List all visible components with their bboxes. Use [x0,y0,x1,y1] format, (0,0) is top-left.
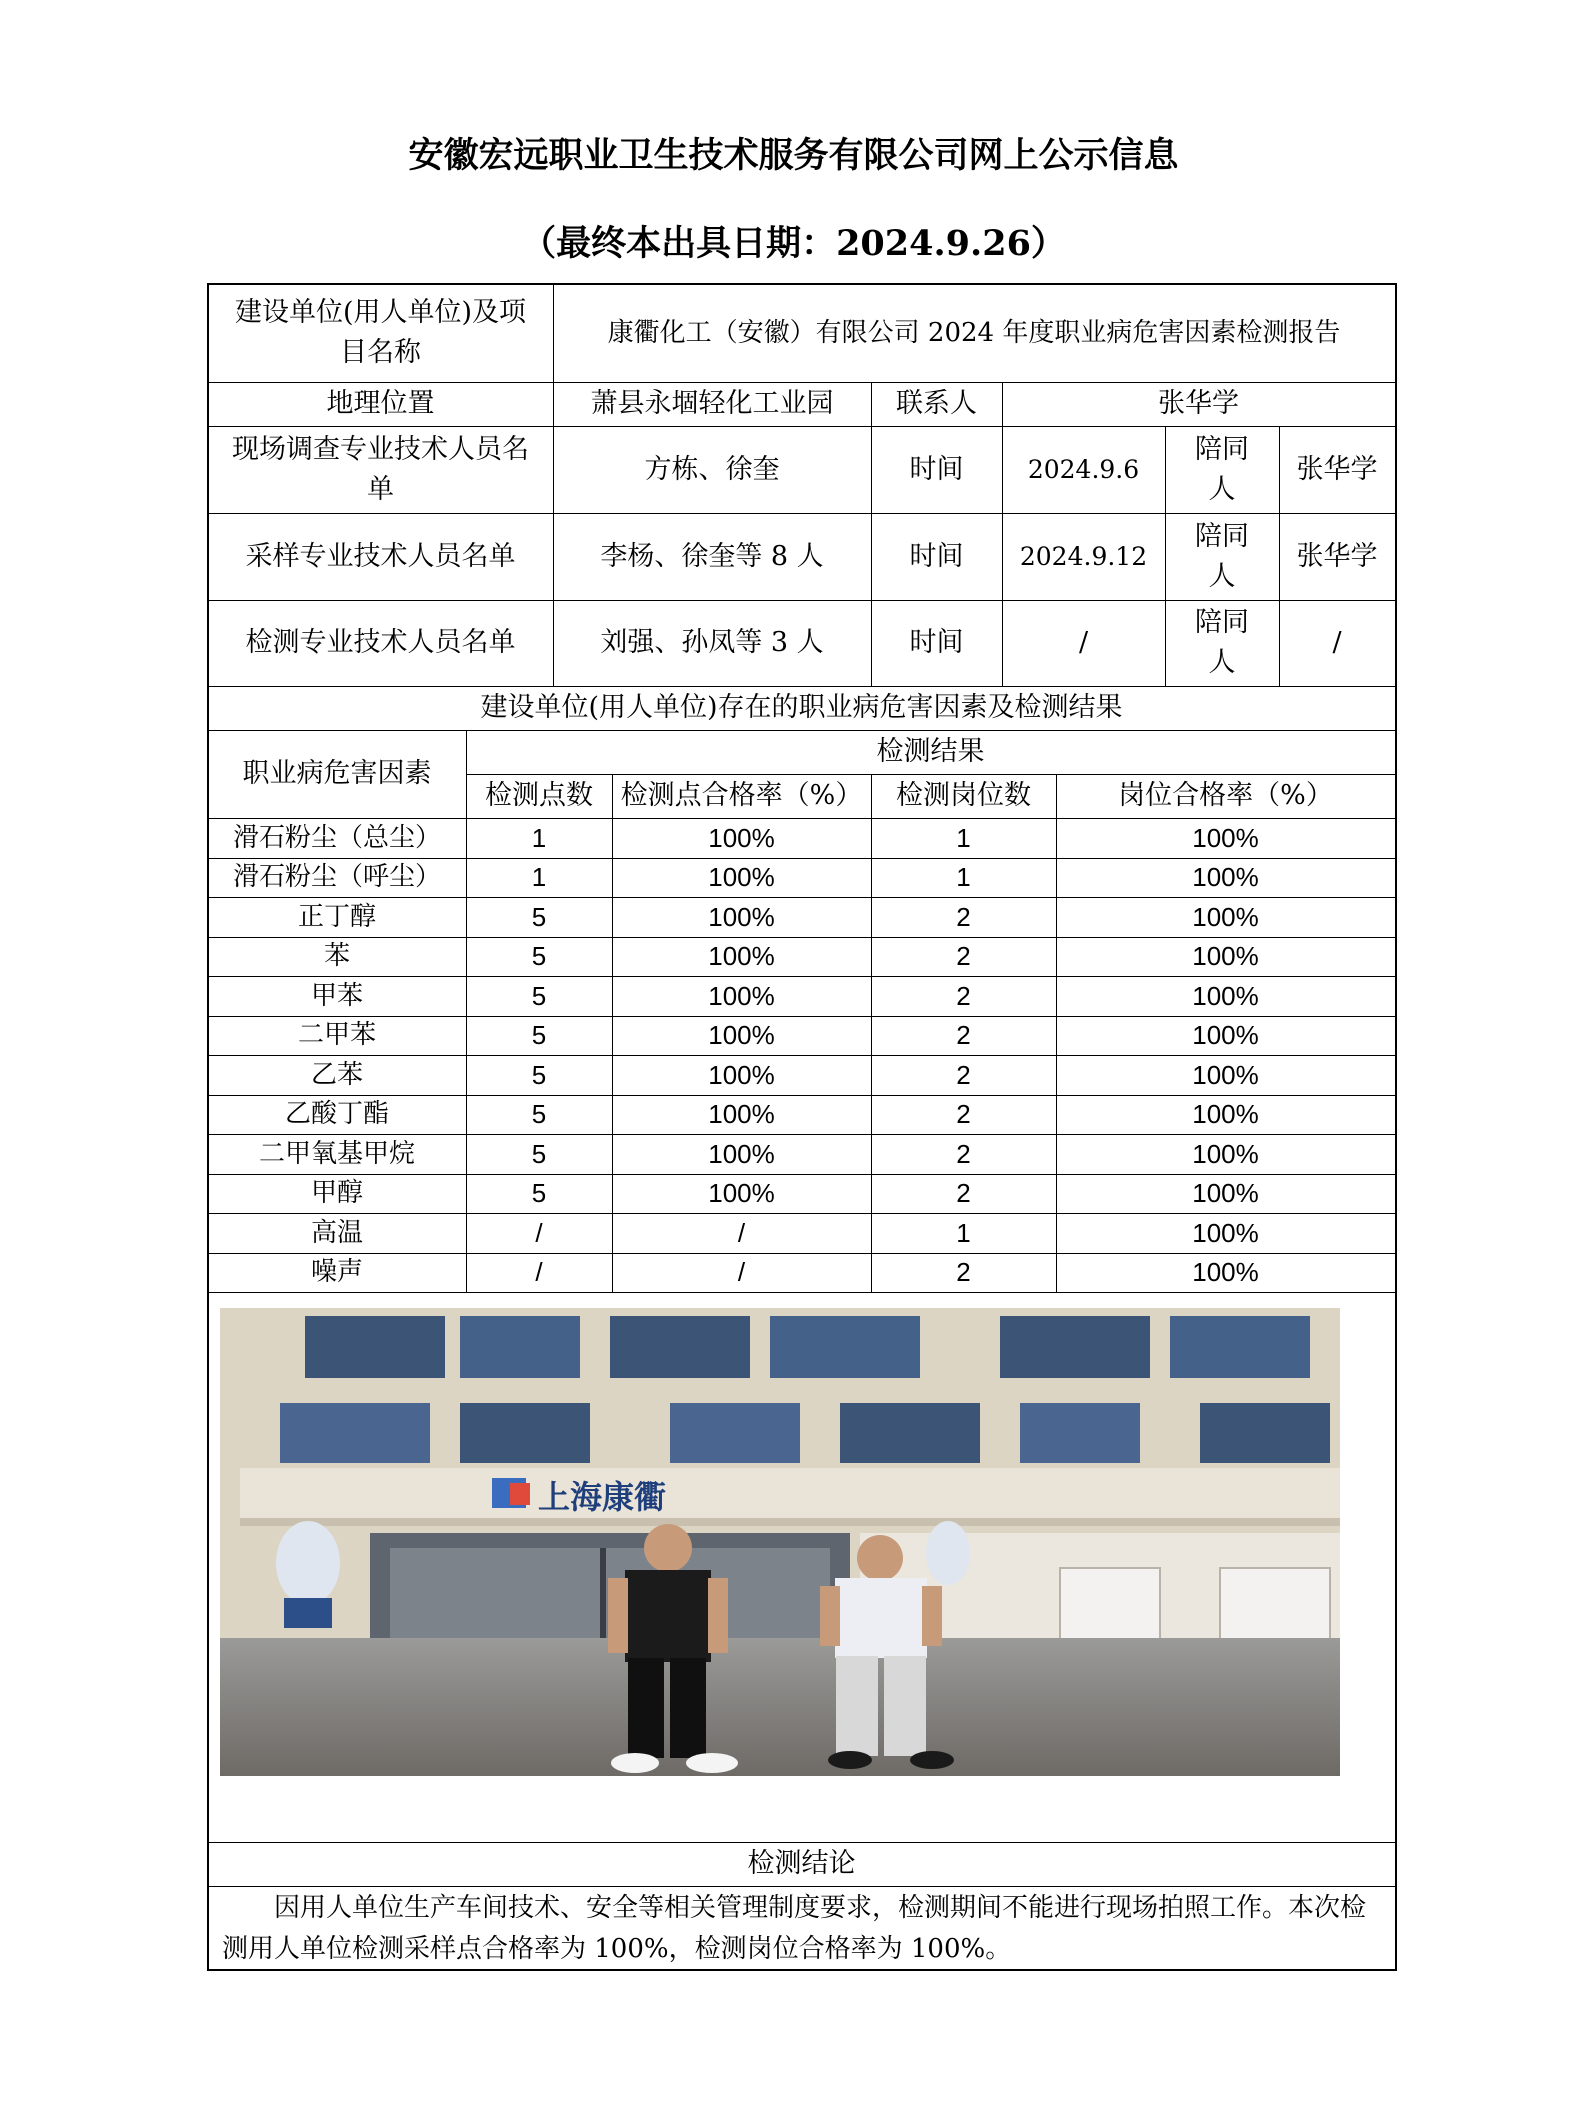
sampling-value: 李杨、徐奎等 8 人 [600,540,824,572]
factor-name: 甲醇 [310,1178,363,1209]
factor-name: 正丁醇 [297,901,376,932]
site-photo [220,1308,1340,1776]
table-border-bottom [207,1969,1397,1971]
post-pass-rate: 100% [1192,1257,1259,1288]
post-pass-rate: 100% [1192,1059,1259,1090]
survey-time-label: 时间 [909,453,964,485]
posts-count: 2 [956,1178,971,1209]
factor-name: 乙酸丁酯 [284,1099,389,1130]
results-section-title: 建设单位(用人单位)存在的职业病危害因素及检测结果 [480,692,1123,723]
point-pass-rate: / [737,1257,746,1288]
point-pass-rate: 100% [708,1138,775,1169]
col-header-post-rate: 岗位合格率（%） [1118,780,1333,811]
factor-name: 滑石粉尘（总尘） [232,822,441,853]
point-pass-rate: 100% [708,1020,775,1051]
col-header-posts: 检测岗位数 [896,780,1031,811]
posts-count: 2 [956,901,971,932]
posts-count: 2 [956,980,971,1011]
post-pass-rate: 100% [1192,1020,1259,1051]
row-divider [208,600,1395,601]
point-pass-rate: 100% [708,980,775,1011]
points-count: 1 [531,822,547,853]
col-divider [1002,382,1003,686]
col-divider [1056,774,1057,1292]
row-divider [208,686,1395,687]
col-divider [466,730,467,1292]
post-pass-rate: 100% [1192,1217,1259,1248]
posts-count: 2 [956,1020,971,1051]
points-count: 5 [531,941,547,972]
point-pass-rate: 100% [708,941,775,972]
post-pass-rate: 100% [1192,1178,1259,1209]
factor-name: 乙苯 [310,1059,363,1090]
table-border-right [1395,283,1397,1971]
page-title: 安徽宏远职业卫生技术服务有限公司网上公示信息 [408,135,1179,176]
factor-name: 二甲氧基甲烷 [258,1138,415,1169]
table-border-top [207,283,1397,285]
post-pass-rate: 100% [1192,941,1259,972]
contact-value: 张华学 [1158,388,1239,419]
point-pass-rate: 100% [708,822,775,853]
row-divider [208,426,1395,427]
post-pass-rate: 100% [1192,822,1259,853]
testing-escort-label: 陪同人 [1195,607,1249,678]
col-divider [871,774,872,1292]
row-divider [466,774,1395,775]
project-value: 康衢化工（安徽）有限公司 2024 年度职业病危害因素检测报告 [607,318,1341,348]
testing-value: 刘强、孙凤等 3 人 [600,627,824,658]
posts-count: 2 [956,941,971,972]
sampling-time: 2024.9.12 [1019,541,1148,571]
row-divider [208,1095,1395,1096]
sampling-escort-label: 陪同人 [1195,520,1249,592]
row-divider [208,1842,1395,1843]
row-divider [208,1055,1395,1056]
table-border-left [207,283,209,1971]
points-count: 5 [531,1178,547,1209]
point-pass-rate: / [737,1217,746,1248]
survey-time: 2024.9.6 [1027,454,1140,484]
factor-name: 噪声 [310,1257,363,1288]
factor-name: 苯 [323,941,350,972]
post-pass-rate: 100% [1192,901,1259,932]
contact-label: 联系人 [896,388,977,419]
row-divider [208,1016,1395,1017]
row-divider [208,818,1395,819]
point-pass-rate: 100% [708,901,775,932]
factor-header: 职业病危害因素 [242,758,432,789]
col-header-points: 检测点数 [485,780,593,811]
point-pass-rate: 100% [708,1178,775,1209]
row-divider [208,1253,1395,1254]
col-divider [612,774,613,1292]
col-divider [871,382,872,686]
row-divider [208,1886,1395,1887]
row-divider [208,513,1395,514]
posts-count: 2 [956,1138,971,1169]
sampling-escort: 张华学 [1296,540,1378,572]
points-count: 5 [531,1059,547,1090]
factor-name: 二甲苯 [297,1020,376,1051]
conclusion-text: 因用人单位生产车间技术、安全等相关管理制度要求，检测期间不能进行现场拍照工作。本次检测用人单位检测采样点合格率为 100%，检测岗位合格率为 100%。 [222,1893,1367,1964]
points-count: 5 [531,1099,547,1130]
row-divider [208,1213,1395,1214]
posts-count: 1 [956,862,971,893]
points-count: 5 [531,1138,547,1169]
testing-escort: / [1332,627,1342,658]
sampling-time-label: 时间 [909,540,964,572]
col-divider [1165,426,1166,686]
points-count: 5 [531,980,547,1011]
col-header-point-rate: 检测点合格率（%） [620,780,863,811]
results-group-header: 检测结果 [876,736,985,767]
points-count: 5 [531,1020,547,1051]
points-count: 1 [531,862,547,893]
posts-count: 2 [956,1099,971,1130]
survey-label: 现场调查专业技术人员名单 [232,433,529,505]
row-divider [208,730,1395,731]
factor-name: 高温 [310,1217,363,1248]
col-divider [1279,426,1280,686]
post-pass-rate: 100% [1192,1099,1259,1130]
row-divider [208,858,1395,859]
col-divider [553,284,554,686]
location-label: 地理位置 [326,388,435,419]
row-divider [208,897,1395,898]
building-sign: 上海康衢 [538,1478,667,1516]
row-divider [208,976,1395,977]
posts-count: 2 [956,1059,971,1090]
location-value: 萧县永堌轻化工业园 [590,388,834,419]
points-count: / [535,1257,543,1288]
testing-time-label: 时间 [909,627,964,658]
points-count: 5 [531,901,547,932]
row-divider [208,382,1395,383]
survey-value: 方栋、徐奎 [644,453,780,485]
row-divider [208,1174,1395,1175]
posts-count: 2 [956,1257,971,1288]
factor-name: 甲苯 [310,980,363,1011]
row-divider [208,1292,1395,1293]
project-label: 建设单位(用人单位)及项目名称 [234,297,527,368]
point-pass-rate: 100% [708,1099,775,1130]
sampling-label: 采样专业技术人员名单 [245,540,516,572]
post-pass-rate: 100% [1192,1138,1259,1169]
factor-name: 滑石粉尘（呼尘） [232,862,441,893]
posts-count: 1 [956,1217,971,1248]
testing-time: / [1078,627,1089,658]
issue-date: （最终本出具日期：2024.9.26） [521,223,1066,264]
row-divider [208,1134,1395,1135]
posts-count: 1 [956,822,971,853]
survey-escort: 张华学 [1296,453,1378,485]
point-pass-rate: 100% [708,862,775,893]
post-pass-rate: 100% [1192,862,1259,893]
points-count: / [535,1217,543,1248]
point-pass-rate: 100% [708,1059,775,1090]
testing-label: 检测专业技术人员名单 [245,627,516,658]
row-divider [208,937,1395,938]
conclusion-title: 检测结论 [747,1848,856,1879]
post-pass-rate: 100% [1192,980,1259,1011]
survey-escort-label: 陪同人 [1195,433,1249,505]
